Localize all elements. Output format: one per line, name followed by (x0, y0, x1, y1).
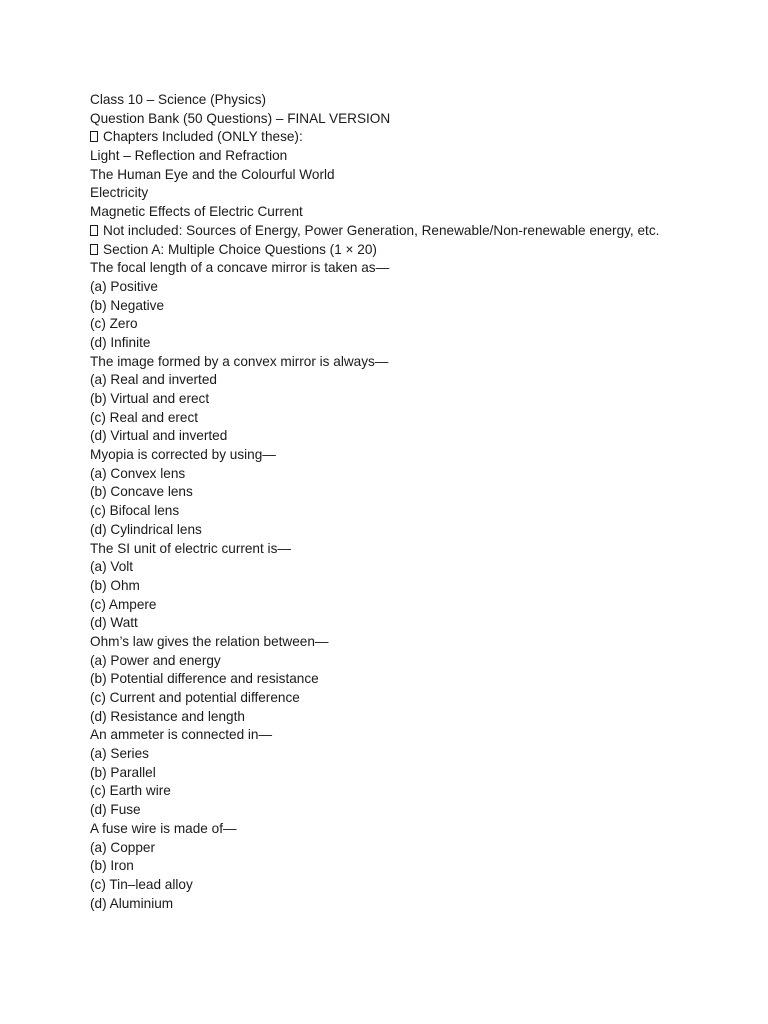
question-text: Myopia is corrected by using— (90, 447, 276, 463)
answer-option: (c) Real and erect (90, 409, 199, 425)
question-block (90, 446, 750, 539)
answer-option: (a) Convex lens (90, 465, 186, 481)
class-title: Class 10 – Science (Physics) (90, 92, 267, 107)
missing-glyph-icon (90, 244, 98, 255)
answer-option: (a) Real and inverted (90, 372, 217, 388)
missing-glyph-icon (90, 225, 98, 236)
answer-option: (c) Bifocal lens (90, 503, 180, 519)
answer-option: (c) Tin–lead alloy (90, 876, 193, 892)
answer-option: (b) Negative (90, 297, 165, 313)
answer-option: (a) Positive (90, 278, 158, 294)
answer-option: (c) Zero (90, 316, 138, 332)
question-text: The focal length of a concave mirror is taken as— (90, 260, 390, 276)
answer-option: (b) Concave lens (90, 484, 193, 500)
question-block (90, 259, 750, 352)
answer-option: (b) Iron (90, 858, 134, 874)
question-block (90, 353, 750, 446)
question-block (90, 726, 750, 819)
answer-option: (b) Parallel (90, 764, 156, 780)
chapter-item: The Human Eye and the Colourful World (90, 166, 335, 182)
section-a-line (90, 241, 750, 260)
answer-option: (a) Volt (90, 559, 134, 575)
section-a-heading: Section A: Multiple Choice Questions (1 × 20) (103, 241, 377, 257)
answer-option: (a) Series (90, 746, 149, 762)
question-block (90, 633, 750, 726)
answer-option: (c) Earth wire (90, 783, 171, 799)
chapter-item: Magnetic Effects of Electric Current (90, 204, 303, 220)
question-block (90, 540, 750, 633)
chapters-heading-line (90, 128, 750, 147)
missing-glyph-icon (90, 131, 98, 142)
answer-option: (d) Watt (90, 615, 138, 631)
question-text: A fuse wire is made of— (90, 820, 237, 836)
answer-option: (d) Infinite (90, 334, 151, 350)
question-text: The SI unit of electric current is— (90, 540, 291, 556)
question-text: An ammeter is connected in— (90, 727, 273, 743)
answer-option: (b) Ohm (90, 577, 140, 593)
not-included-line (90, 222, 750, 241)
question-text: Ohm’s law gives the relation between— (90, 633, 329, 649)
answer-option: (a) Power and energy (90, 652, 221, 668)
answer-option: (b) Potential difference and resistance (90, 671, 319, 687)
chapters-heading: Chapters Included (ONLY these): (103, 129, 303, 145)
answer-option: (d) Fuse (90, 802, 141, 818)
question-text: The image formed by a convex mirror is always— (90, 353, 389, 369)
document-page (90, 91, 750, 913)
not-included-text: Not included: Sources of Energy, Power Generation, Renewable/Non-renewable energy, etc. (103, 222, 660, 238)
answer-option: (d) Aluminium (90, 895, 174, 911)
answer-option: (d) Resistance and length (90, 708, 245, 724)
answer-option: (c) Current and potential difference (90, 690, 300, 705)
answer-option: (d) Cylindrical lens (90, 521, 202, 537)
answer-option: (d) Virtual and inverted (90, 428, 228, 444)
chapter-item: Electricity (90, 185, 149, 201)
question-block (90, 820, 750, 913)
questions-list (90, 259, 750, 913)
answer-option: (a) Copper (90, 839, 155, 855)
answer-option: (c) Ampere (90, 596, 157, 612)
bank-title: Question Bank (50 Questions) – FINAL VERSION (90, 110, 391, 126)
answer-option: (b) Virtual and erect (90, 391, 210, 406)
chapter-item: Light – Reflection and Refraction (90, 148, 288, 164)
